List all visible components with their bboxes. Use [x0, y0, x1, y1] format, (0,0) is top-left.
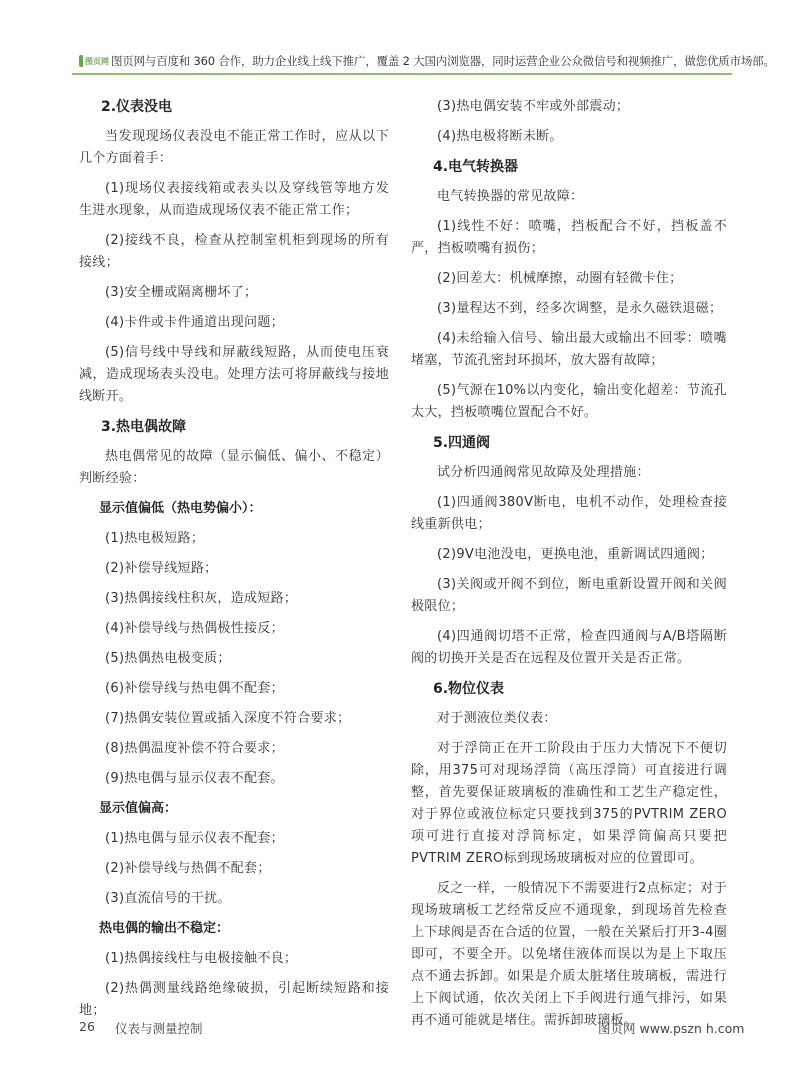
list-item: (9)热电偶与显示仪表不配套。	[105, 771, 284, 786]
section-heading-6: 6.物位仪表	[433, 681, 505, 697]
list-item: (2)接线不良，检查从控制室机柜到现场的所有接线；	[79, 233, 389, 270]
list-item: (4)补偿导线与热偶极性接反；	[105, 621, 284, 636]
list-item: (4)四通阀切塔不正常，检查四通阀与A/B塔隔断阀的切换开关是否在远程及位置开关是否正常。	[411, 629, 727, 666]
section-heading-3: 3.热电偶故障	[101, 419, 187, 435]
list-item: (2)补偿导线与热偶不配套；	[105, 861, 271, 876]
footer-site-link[interactable]: 图页网 www.pszn h.com	[598, 1021, 745, 1036]
list-item: (8)热偶温度补偿不符合要求；	[105, 741, 284, 756]
page-number: 26	[79, 1019, 95, 1034]
list-item: (1)热电偶与显示仪表不配套；	[105, 831, 284, 846]
right-column	[411, 96, 727, 1040]
list-item: (4)热电极将断未断。	[437, 129, 563, 144]
list-item: (1)现场仪表接线箱或表头以及穿线管等地方发生进水现象，从而造成现场仪表不能正常工作；	[79, 181, 389, 218]
list-item: (3)关阀或开阀不到位，断电重新设置开阀和关阀极限位；	[411, 577, 727, 614]
logo-text: 图页网	[85, 56, 109, 66]
banner-divider	[72, 73, 732, 75]
list-item: (3)热偶接线柱积灰，造成短路；	[105, 591, 298, 606]
list-item: (5)气源在10%以内变化，输出变化超差：节流孔太大，挡板喷嘴位置配合不好。	[411, 383, 727, 420]
leaf-icon	[79, 55, 83, 67]
list-item: (3)直流信号的干扰。	[105, 891, 231, 906]
list-item: (1)线性不好：喷嘴，挡板配合不好，挡板盖不严，挡板喷嘴有损伤；	[411, 219, 727, 256]
site-logo[interactable]	[79, 53, 109, 69]
section-heading-2: 2.仪表没电	[101, 99, 173, 115]
list-item: (3)量程达不到，经多次调整，是永久磁铁退磁；	[437, 301, 723, 316]
list-item: (2)9V电池没电，更换电池，重新调试四通阀；	[437, 547, 714, 562]
list-item: (5)热偶热电极变质；	[105, 651, 231, 666]
paragraph: 对于测液位类仪表：	[437, 711, 557, 726]
left-column	[79, 96, 389, 1030]
section-heading-4: 4.电气转换器	[433, 159, 519, 175]
list-item: (3)热电偶安装不牢或外部震动；	[437, 99, 630, 114]
list-item: (1)热电极短路；	[105, 531, 205, 546]
list-item: (6)补偿导线与热电偶不配套；	[105, 681, 284, 696]
paragraph: 当发现现场仪表没电不能正常工作时，应从以下几个方面着手：	[79, 129, 389, 166]
list-item: (4)卡件或卡件通道出现问题；	[105, 315, 284, 330]
banner-text: 图页网与百度和 360 合作，助力企业线上线下推广，覆盖 2 大国内浏览器，同时运营企业公众微信号和视频推广，做您优质市场部。	[111, 54, 775, 68]
list-item: (2)补偿导线短路；	[105, 561, 218, 576]
list-item: (3)安全栅或隔离栅坏了；	[105, 285, 258, 300]
list-item: (5)信号线中导线和屏蔽线短路，从而使电压衰减，造成现场表头没电。处理方法可将屏蔽线与接地线断开。	[79, 345, 389, 404]
list-item: (7)热偶安装位置或插入深度不符合要求；	[105, 711, 351, 726]
subheading-low: 显示值偏低（热电势偏小）：	[99, 501, 262, 516]
paragraph: 试分析四通阀常见故障及处理措施：	[437, 465, 650, 480]
top-banner	[0, 50, 800, 72]
paragraph: 反之一样，一般情况下不需要进行2点标定；对于现场玻璃板工艺经常反应不通现象，到现场首先检查上下球阀是否在合适的位置，一般在关紧后打开3-4圈即可，不要全开。以免堵住液体而误以为是上下取压点不通去拆卸。如果是介质太脏堵住玻璃板，需进行上下阀试通，依次关闭上下手阀进行通气排污，如果再不通可能就是堵住。需拆卸玻璃板。	[411, 881, 727, 1028]
paragraph: 热电偶常见的故障（显示偏低、偏小、不稳定）判断经验：	[79, 449, 389, 486]
subheading-high: 显示值偏高：	[99, 801, 178, 816]
section-heading-5: 5.四通阀	[433, 435, 491, 451]
list-item: (4)未给输入信号、输出最大或输出不回零：喷嘴堵塞，节流孔密封环损坏，放大器有故障；	[411, 331, 727, 368]
paragraph: 对于浮筒正在开工阶段由于压力大情况下不便切除，用375可对现场浮筒（高压浮筒）可直接进行调整，首先要保证玻璃板的准确性和工艺生产稳定性，对于界位或液位标定只要找到375的PVTRIM ZERO项可进行直接对浮筒标定，如果浮筒偏高只要把PVTRIM ZERO标到现场玻璃板对应的位置即可。	[411, 741, 727, 866]
list-item: (2)回差大：机械摩擦，动圈有轻微卡住；	[437, 271, 683, 286]
magazine-title: 仪表与测量控制	[115, 1021, 203, 1036]
list-item: (1)四通阀380V断电，电机不动作，处理检查接线重新供电；	[411, 495, 727, 532]
paragraph: 电气转换器的常见故障：	[437, 189, 584, 204]
subheading-unstable: 热电偶的输出不稳定：	[99, 921, 230, 936]
list-item: (1)热偶接线柱与电极接触不良；	[105, 951, 298, 966]
list-item: (2)热偶测量线路绝缘破损，引起断续短路和接地；	[79, 981, 389, 1018]
